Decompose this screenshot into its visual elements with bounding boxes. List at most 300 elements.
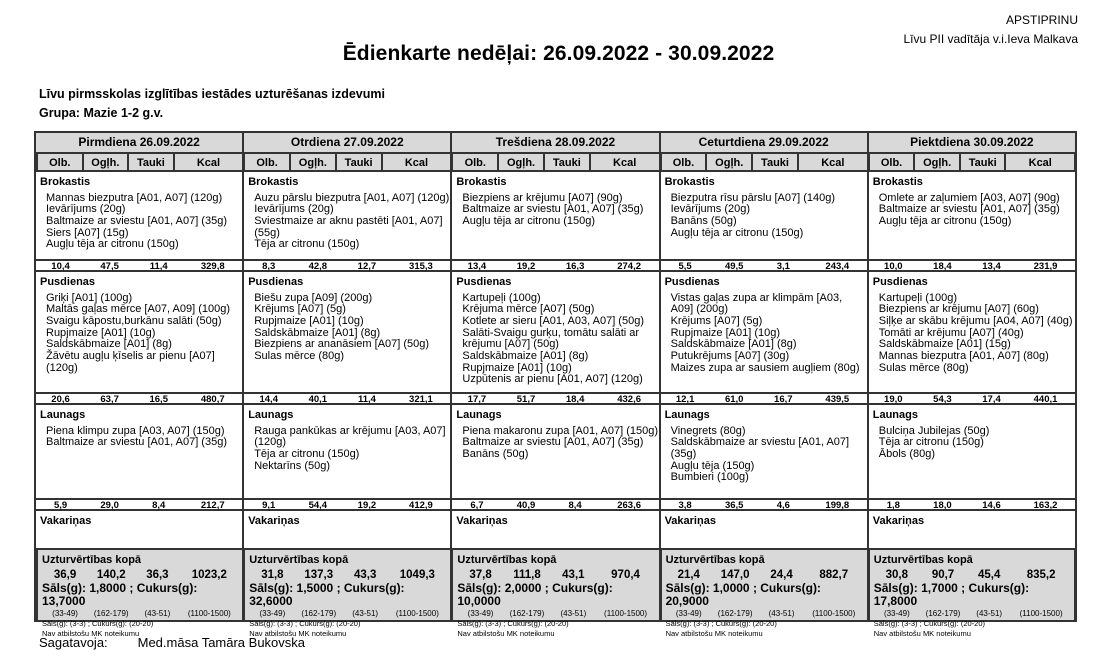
snack-cell bbox=[660, 405, 868, 511]
lunch-content bbox=[36, 272, 242, 392]
menu-item: Sulas mērce (80g) bbox=[878, 361, 969, 374]
salt-sugar-norm: Sāls(g): (3-3) ; Cukurs(g): (20-20) bbox=[873, 618, 986, 628]
nutrient-value: 17,4 bbox=[982, 393, 1001, 405]
menu-item: Ievārījums (20g) bbox=[670, 203, 751, 216]
snack-content bbox=[661, 405, 867, 498]
day-header: Ceturtdiena 29.09.2022 bbox=[660, 132, 868, 152]
summary-value: 30,8 bbox=[885, 568, 909, 581]
nutrient-value: 480,7 bbox=[200, 393, 225, 405]
breakfast-content bbox=[452, 172, 658, 259]
nutrient-value: 19,2 bbox=[357, 499, 377, 511]
day-header: Pirmdiena 26.09.2022 bbox=[35, 132, 243, 152]
salt-sugar-norm: Sāls(g): (3-3) ; Cukurs(g): (20-20) bbox=[665, 618, 777, 628]
nutrition-summary bbox=[451, 548, 659, 638]
nutrient-value: 40,9 bbox=[516, 499, 536, 511]
menu-item: Saldskābmaize [A01] (15g) bbox=[878, 338, 1011, 351]
dinner-cell bbox=[868, 511, 1076, 548]
regulation-note: Nav atbilstošu MK noteikumu bbox=[249, 628, 347, 638]
nutrient-header: Olb. bbox=[36, 153, 83, 172]
nutrient-header: Ogļh. bbox=[83, 153, 129, 172]
nutrient-header: Olb. bbox=[868, 153, 915, 172]
snack-content bbox=[36, 405, 242, 498]
snack-cell bbox=[35, 405, 243, 511]
norm-ranges bbox=[42, 608, 238, 619]
dinner-cell bbox=[35, 511, 243, 548]
summary-value: 43,3 bbox=[353, 568, 377, 581]
menu-item: Maltās gaļas mērce [A07, A09] (100g) bbox=[46, 303, 231, 316]
meal-item-list bbox=[36, 422, 242, 449]
nutrient-header: Kcal bbox=[590, 153, 660, 172]
norm-range: (33-49) bbox=[52, 608, 78, 618]
nutrient-value: 16,5 bbox=[149, 393, 168, 405]
norm-range: (1100-1500) bbox=[812, 608, 856, 618]
nutrient-header-group bbox=[868, 153, 1075, 172]
norm-range: (162-179) bbox=[717, 608, 753, 618]
lunch-totals bbox=[661, 392, 867, 405]
weekly-menu-table bbox=[34, 131, 1077, 638]
nutrient-header-cell bbox=[660, 152, 868, 172]
snack-totals bbox=[452, 498, 658, 511]
day-header: Piektdiena 30.09.2022 bbox=[868, 132, 1076, 152]
nutrient-value: 321,1 bbox=[409, 393, 433, 405]
regulation-note: Nav atbilstošu MK noteikumu bbox=[457, 628, 555, 638]
summary-values bbox=[249, 568, 446, 582]
meal-title: Vakariņas bbox=[664, 514, 716, 527]
nutrient-value: 412,9 bbox=[409, 499, 433, 511]
summary-title: Uzturvērtības kopā bbox=[457, 553, 557, 566]
menu-item: Tēja ar citronu (150g) bbox=[878, 436, 984, 449]
meal-title: Vakariņas bbox=[456, 514, 508, 527]
menu-item: Mannas biezputra [A01, A07] (120g) bbox=[46, 191, 223, 204]
menu-item: Nektarīns (50g) bbox=[254, 459, 330, 472]
meal-title: Pusdienas bbox=[456, 275, 512, 288]
menu-item: Žāvētu augļu ķīselis ar pienu [A07] (120g) bbox=[46, 350, 215, 374]
nutrient-value: 54,3 bbox=[933, 393, 952, 405]
nutrient-value: 16,3 bbox=[565, 260, 585, 272]
nutrient-value: 439,5 bbox=[825, 393, 850, 405]
norm-range: (33-49) bbox=[259, 608, 286, 618]
meal-title: Pusdienas bbox=[40, 275, 96, 288]
meal-title: Launags bbox=[456, 408, 502, 421]
summary-value: 90,7 bbox=[931, 568, 955, 581]
summary-title: Uzturvērtības kopā bbox=[665, 553, 765, 566]
lunch-content bbox=[244, 272, 450, 392]
nutrient-header-cell bbox=[451, 152, 659, 172]
menu-item: Tēja ar citronu (150g) bbox=[254, 447, 360, 460]
norm-range: (43-51) bbox=[560, 608, 587, 618]
summary-value: 140,2 bbox=[96, 568, 126, 581]
summary-value: 24,4 bbox=[770, 568, 793, 581]
regulation-note: Nav atbilstošu MK noteikumu bbox=[665, 628, 763, 638]
menu-item: Saldskābmaize [A01] (8g) bbox=[462, 350, 589, 363]
summary-value: 1049,3 bbox=[399, 568, 435, 581]
meal-title: Vakariņas bbox=[40, 514, 92, 527]
nutrient-value: 212,7 bbox=[200, 499, 225, 511]
nutrient-value: 14,6 bbox=[982, 499, 1001, 511]
dinner-cell bbox=[243, 511, 451, 548]
meal-title: Launags bbox=[248, 408, 294, 421]
regulation-note: Nav atbilstošu MK noteikumu bbox=[873, 628, 971, 638]
summary-value: 43,1 bbox=[562, 568, 585, 581]
meal-item-list bbox=[452, 289, 658, 387]
summary-title: Uzturvērtības kopā bbox=[42, 553, 142, 566]
day-header: Trešdiena 28.09.2022 bbox=[451, 132, 659, 152]
nutrient-value: 63,7 bbox=[100, 393, 119, 405]
snack-cell bbox=[868, 405, 1076, 511]
summary-value: 21,4 bbox=[677, 568, 700, 581]
nutrient-header: Olb. bbox=[243, 153, 290, 172]
lunch-cell bbox=[35, 272, 243, 405]
breakfast-cell bbox=[243, 172, 451, 272]
nutrient-header: Tauki bbox=[752, 153, 798, 172]
prepared-by-name: Med.māsa Tamāra Bukovska bbox=[137, 635, 306, 650]
menu-item: Augļu tēja (150g) bbox=[670, 459, 755, 472]
nutrient-header-group bbox=[36, 153, 243, 172]
menu-item: Augļu tēja ar citronu (150g) bbox=[670, 226, 804, 239]
nutrient-value: 5,5 bbox=[678, 260, 692, 272]
menu-item: Baltmaize ar sviestu [A01, A07] (35g) bbox=[878, 203, 1060, 216]
norm-range: (162-179) bbox=[925, 608, 961, 618]
nutrient-value: 51,7 bbox=[516, 393, 536, 405]
summary-cell bbox=[868, 548, 1076, 638]
snack-cell bbox=[451, 405, 659, 511]
salt-sugar-total: Sāls(g): 1,8000 ; Cukurs(g): 13,7000 bbox=[42, 580, 198, 608]
meal-title: Launags bbox=[664, 408, 710, 421]
menu-item: Krējums [A07] (5g) bbox=[254, 303, 346, 316]
nutrient-value: 243,4 bbox=[825, 260, 850, 272]
meal-title: Vakariņas bbox=[248, 514, 300, 527]
meal-item-list bbox=[661, 289, 867, 375]
breakfast-totals bbox=[661, 259, 867, 272]
salt-sugar-total: Sāls(g): 1,7000 ; Cukurs(g): 17,8000 bbox=[873, 580, 1030, 608]
menu-item: Biezputra rīsu pārslu [A07] (140g) bbox=[670, 191, 836, 204]
menu-item: Saldskābmaize [A01] (8g) bbox=[254, 326, 381, 339]
snack-row bbox=[35, 405, 1076, 511]
norm-range: (43-51) bbox=[768, 608, 795, 618]
menu-item: Kotlete ar sieru [A01, A03, A07] (50g) bbox=[462, 314, 644, 327]
nutrition-summary bbox=[868, 548, 1075, 638]
nutrient-header: Ogļh. bbox=[914, 153, 960, 172]
menu-item: Saldskābmaize [A01] (8g) bbox=[46, 338, 172, 351]
meal-title: Launags bbox=[40, 408, 86, 421]
snack-totals bbox=[244, 498, 450, 511]
nutrient-value: 29,0 bbox=[100, 499, 119, 511]
menu-item: Augļu tēja ar citronu (150g) bbox=[462, 214, 596, 227]
snack-content bbox=[452, 405, 658, 498]
meal-title: Brokastis bbox=[248, 175, 299, 188]
nutrient-value: 9,1 bbox=[262, 499, 276, 511]
summary-cell bbox=[451, 548, 659, 638]
nutrient-value: 163,2 bbox=[1033, 499, 1058, 511]
summary-cell bbox=[660, 548, 868, 638]
nutrient-header: Tauki bbox=[128, 153, 174, 172]
snack-content bbox=[244, 405, 450, 498]
nutrient-value: 11,4 bbox=[149, 260, 168, 272]
summary-value: 36,3 bbox=[146, 568, 169, 581]
nutrient-header: Kcal bbox=[382, 153, 452, 172]
menu-item: Baltmaize ar sviestu [A01, A07] (35g) bbox=[462, 203, 644, 216]
meal-item-list bbox=[869, 189, 1075, 228]
nutrient-value: 42,8 bbox=[308, 260, 328, 272]
meal-item-list bbox=[244, 289, 450, 363]
meal-title: Brokastis bbox=[872, 175, 923, 188]
menu-item: Augļu tēja ar citronu (150g) bbox=[878, 214, 1012, 227]
nutrient-value: 315,3 bbox=[409, 260, 433, 272]
lunch-content bbox=[452, 272, 658, 392]
nutrient-value: 18,4 bbox=[933, 260, 952, 272]
nutrient-value: 231,9 bbox=[1033, 260, 1058, 272]
norm-range: (1100-1500) bbox=[187, 608, 231, 618]
menu-item: Svaigu kāpostu,burkānu salāti (50g) bbox=[46, 314, 222, 327]
lunch-content bbox=[661, 272, 867, 392]
nutrient-value: 47,5 bbox=[100, 260, 119, 272]
regulation-note: Nav atbilstošu MK noteikumu bbox=[42, 628, 140, 638]
summary-value: 882,7 bbox=[819, 568, 849, 581]
nutrient-value: 10,4 bbox=[51, 260, 70, 272]
menu-item: Saldskābmaize [A01] (8g) bbox=[670, 338, 797, 351]
menu-item: Salāti-Svaigu gurķu, tomātu salāti ar krējumu [A07] (50g) bbox=[462, 326, 640, 351]
nutrient-value: 3,8 bbox=[678, 499, 692, 511]
nutrient-value: 13,4 bbox=[467, 260, 487, 272]
menu-item: Sviestmaize ar aknu pastēti [A01, A07] (55g) bbox=[254, 214, 443, 239]
lunch-totals bbox=[869, 392, 1075, 405]
menu-item: Siļķe ar skābu krējumu [A04, A07] (40g) bbox=[878, 314, 1073, 327]
nutrient-value: 6,7 bbox=[470, 499, 484, 511]
nutrient-header-cell bbox=[35, 152, 243, 172]
salt-sugar-total: Sāls(g): 2,0000 ; Cukurs(g): 10,0000 bbox=[457, 580, 613, 608]
norm-ranges bbox=[457, 608, 654, 619]
summary-values bbox=[457, 568, 654, 582]
norm-range: (162-179) bbox=[93, 608, 129, 618]
menu-item: Uzpūtenis ar pienu [A01, A07] (120g) bbox=[462, 373, 643, 386]
norm-ranges bbox=[874, 608, 1070, 619]
summary-value: 37,8 bbox=[469, 568, 492, 581]
institution-name: Līvu pirmsskolas izglītības iestādes uzturēšanas izdevumi bbox=[39, 87, 385, 101]
summary-value: 970,4 bbox=[611, 568, 640, 581]
menu-item: Rupjmaize [A01] (10g) bbox=[46, 326, 156, 339]
prepared-by bbox=[39, 635, 305, 650]
menu-item: Putukrējums [A07] (30g) bbox=[670, 350, 790, 363]
nutrient-value: 4,6 bbox=[776, 499, 790, 511]
meal-item-list bbox=[869, 422, 1075, 461]
summary-value: 36,9 bbox=[53, 568, 77, 581]
breakfast-cell bbox=[868, 172, 1076, 272]
nutrition-summary bbox=[243, 548, 451, 638]
salt-sugar-total: Sāls(g): 1,5000 ; Cukurs(g): 32,6000 bbox=[249, 580, 405, 608]
summary-value: 45,4 bbox=[977, 568, 1001, 581]
menu-item: Biešu zupa [A09] (200g) bbox=[254, 291, 373, 304]
summary-values bbox=[666, 568, 863, 582]
lunch-totals bbox=[452, 392, 658, 405]
meal-title: Pusdienas bbox=[872, 275, 928, 288]
menu-item: Krējums [A07] (5g) bbox=[670, 314, 763, 327]
nutrient-value: 49,5 bbox=[724, 260, 744, 272]
snack-cell bbox=[243, 405, 451, 511]
menu-item: Biezpiens ar krējumu [A07] (60g) bbox=[878, 303, 1039, 316]
nutrient-value: 199,8 bbox=[825, 499, 850, 511]
nutrient-header: Kcal bbox=[1005, 153, 1075, 172]
nutrient-value: 54,4 bbox=[308, 499, 328, 511]
norm-ranges bbox=[249, 608, 446, 619]
menu-item: Piena makaronu zupa [A01, A07] (150g) bbox=[462, 424, 659, 437]
menu-item: Mannas biezputra [A01, A07] (80g) bbox=[878, 350, 1049, 363]
meal-title: Pusdienas bbox=[248, 275, 304, 288]
breakfast-content bbox=[244, 172, 450, 259]
nutrient-value: 11,4 bbox=[357, 393, 376, 405]
nutrient-header: Olb. bbox=[451, 153, 498, 172]
summary-value: 147,0 bbox=[720, 568, 750, 581]
nutrient-value: 8,4 bbox=[152, 499, 166, 511]
group-name: Grupa: Mazie 1-2 g.v. bbox=[39, 106, 164, 120]
lunch-row bbox=[35, 272, 1076, 405]
menu-item: Rauga pankūkas ar krējumu [A03, A07] (120g) bbox=[254, 424, 446, 449]
norm-range: (162-179) bbox=[509, 608, 545, 618]
day-header: Otrdiena 27.09.2022 bbox=[243, 132, 451, 152]
nutrient-value: 263,6 bbox=[617, 499, 641, 511]
meal-title: Vakariņas bbox=[872, 514, 925, 527]
lunch-cell bbox=[868, 272, 1076, 405]
nutrient-value: 10,0 bbox=[884, 260, 903, 272]
nutrient-value: 5,9 bbox=[53, 499, 68, 511]
nutrient-header-group bbox=[451, 153, 659, 172]
nutrient-value: 36,5 bbox=[724, 499, 744, 511]
menu-item: Rupjmaize [A01] (10g) bbox=[254, 314, 364, 327]
lunch-cell bbox=[660, 272, 868, 405]
breakfast-content bbox=[869, 172, 1075, 259]
nutrient-value: 274,2 bbox=[617, 260, 641, 272]
salt-sugar-norm: Sāls(g): (3-3) ; Cukurs(g): (20-20) bbox=[42, 618, 154, 628]
menu-item: Kartupeļi (100g) bbox=[462, 291, 541, 304]
norm-range: (33-49) bbox=[467, 608, 494, 618]
breakfast-content bbox=[661, 172, 867, 259]
nutrient-header-group bbox=[243, 153, 451, 172]
nutrient-header-group bbox=[660, 153, 868, 172]
summary-value: 137,3 bbox=[304, 568, 334, 581]
lunch-cell bbox=[243, 272, 451, 405]
meal-item-list bbox=[452, 422, 658, 461]
dinner-cell bbox=[451, 511, 659, 548]
dinner-content bbox=[36, 511, 242, 548]
nutrient-value: 432,6 bbox=[617, 393, 641, 405]
norm-range: (43-51) bbox=[352, 608, 379, 618]
menu-item: Kartupeļi (100g) bbox=[878, 291, 958, 304]
menu-item: Bumbieri (100g) bbox=[670, 471, 749, 484]
meal-title: Brokastis bbox=[456, 175, 507, 188]
menu-item: Piena klimpu zupa [A03, A07] (150g) bbox=[46, 424, 225, 437]
summary-values bbox=[874, 568, 1070, 582]
salt-sugar-total: Sāls(g): 1,0000 ; Cukurs(g): 20,9000 bbox=[665, 580, 821, 608]
snack-totals bbox=[36, 498, 242, 511]
snack-content bbox=[869, 405, 1075, 498]
norm-range: (33-49) bbox=[675, 608, 702, 618]
snack-totals bbox=[661, 498, 867, 511]
menu-item: Sulas mērce (80g) bbox=[254, 350, 345, 363]
meal-title: Brokastis bbox=[40, 175, 91, 188]
menu-item: Rupjmaize [A01] (10g) bbox=[462, 361, 572, 374]
menu-item: Omlete ar zaļumiem [A03, A07] (90g) bbox=[878, 191, 1060, 204]
nutrient-header: Tauki bbox=[960, 153, 1006, 172]
lunch-cell bbox=[451, 272, 659, 405]
nutrient-value: 18,4 bbox=[565, 393, 585, 405]
menu-item: Siers [A07] (15g) bbox=[46, 226, 129, 239]
norm-range: (1100-1500) bbox=[604, 608, 648, 618]
menu-item: Biezpiens ar krējumu [A07] (90g) bbox=[462, 191, 623, 204]
breakfast-cell bbox=[451, 172, 659, 272]
menu-item: Auzu pārslu biezputra [A01, A07] (120g) bbox=[254, 191, 450, 204]
lunch-totals bbox=[244, 392, 450, 405]
dinner-row bbox=[35, 511, 1076, 548]
nutrient-header: Ogļh. bbox=[290, 153, 336, 172]
meal-item-list bbox=[36, 289, 242, 375]
meal-title: Pusdienas bbox=[664, 275, 720, 288]
nutrient-value: 19,0 bbox=[884, 393, 903, 405]
menu-item: Augļu tēja ar citronu (150g) bbox=[46, 238, 179, 251]
nutrient-value: 13,4 bbox=[982, 260, 1001, 272]
subtitle-block bbox=[39, 85, 385, 123]
day-header-row bbox=[35, 132, 1076, 152]
summary-title: Uzturvērtības kopā bbox=[873, 553, 973, 566]
breakfast-row bbox=[35, 172, 1076, 272]
nutrient-value: 19,2 bbox=[516, 260, 536, 272]
menu-item: Baltmaize ar sviestu [A01, A07] (35g) bbox=[46, 214, 227, 227]
nutrient-value: 40,1 bbox=[308, 393, 328, 405]
breakfast-cell bbox=[660, 172, 868, 272]
nutrient-header: Ogļh. bbox=[706, 153, 752, 172]
menu-item: Vistas gaļas zupa ar klimpām [A03, A09] (200g) bbox=[670, 291, 843, 316]
dinner-cell bbox=[660, 511, 868, 548]
nutrient-value: 16,7 bbox=[774, 393, 793, 405]
summary-cell bbox=[35, 548, 243, 638]
norm-range: (33-49) bbox=[883, 608, 910, 618]
summary-value: 31,8 bbox=[261, 568, 284, 581]
nutrition-summary bbox=[36, 548, 243, 638]
menu-item: Vinegrets (80g) bbox=[670, 424, 746, 437]
menu-item: Ievārījums (20g) bbox=[254, 203, 334, 216]
meal-item-list bbox=[869, 289, 1075, 375]
dinner-content bbox=[452, 511, 658, 548]
salt-sugar-norm: Sāls(g): (3-3) ; Cukurs(g): (20-20) bbox=[249, 618, 361, 628]
meal-title: Brokastis bbox=[664, 175, 715, 188]
nutrient-value: 8,3 bbox=[262, 260, 276, 272]
nutrient-header: Kcal bbox=[174, 153, 244, 172]
nutrient-value: 3,1 bbox=[776, 260, 790, 272]
summary-row bbox=[35, 548, 1076, 621]
norm-range: (43-51) bbox=[144, 608, 171, 618]
menu-item: Ābols (80g) bbox=[878, 447, 936, 460]
breakfast-totals bbox=[244, 259, 450, 272]
nutrient-value: 20,6 bbox=[51, 393, 70, 405]
nutrient-value: 18,0 bbox=[933, 499, 952, 511]
meal-item-list bbox=[244, 422, 450, 473]
nutrient-header: Olb. bbox=[660, 153, 707, 172]
nutrient-value: 8,4 bbox=[568, 499, 582, 511]
menu-item: Tēja ar citronu (150g) bbox=[254, 238, 360, 251]
nutrient-value: 17,7 bbox=[467, 393, 487, 405]
menu-item: Biezpiens ar ananāsiem [A07] (50g) bbox=[254, 338, 430, 351]
meal-item-list bbox=[452, 189, 658, 228]
meal-item-list bbox=[661, 189, 867, 240]
nutrient-value: 14,4 bbox=[259, 393, 278, 405]
page-title: Ēdienkarte nedēļai: 26.09.2022 - 30.09.2022 bbox=[342, 42, 775, 65]
norm-range: (43-51) bbox=[976, 608, 1003, 618]
nutrient-value: 12,7 bbox=[357, 260, 377, 272]
norm-ranges bbox=[666, 608, 863, 619]
menu-item: Rupjmaize [A01] (10g) bbox=[670, 326, 781, 339]
salt-sugar-norm: Sāls(g): (3-3) ; Cukurs(g): (20-20) bbox=[457, 618, 569, 628]
menu-item: Baltmaize ar sviestu [A01, A07] (35g) bbox=[46, 436, 227, 449]
summary-values bbox=[42, 568, 238, 582]
meal-item-list bbox=[36, 189, 242, 252]
